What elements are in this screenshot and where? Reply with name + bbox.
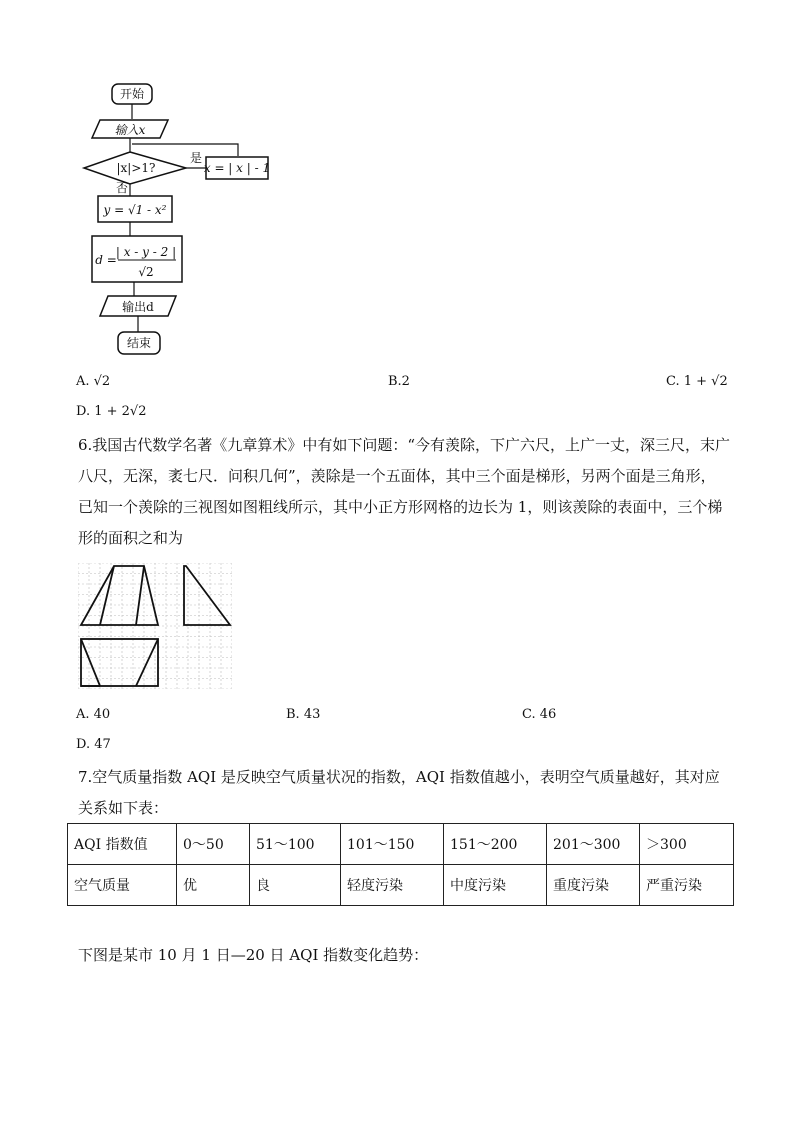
flow-d-denominator: √2 xyxy=(138,265,154,279)
flow-output-text: 输出d xyxy=(122,300,154,314)
flow-condition-text: |x|>1? xyxy=(116,161,156,175)
flow-end-text: 结束 xyxy=(126,336,152,350)
q7-chart-intro: 下图是某市 10 月 1 日—20 日 AQI 指数变化趋势： xyxy=(78,946,429,964)
table-cell: 0～50 xyxy=(177,824,250,865)
table-cell: 严重污染 xyxy=(640,865,734,906)
q6-question-text: 6.我国古代数学名著《九章算术》中有如下问题：“今有羡除，下广六尺，上广一丈，深三尺，末广八尺，无深，袤七尺．问积几何”，羡除是一个五面体，其中三个面是梯形，另两个面是三角形，已知一个羡除的三视图如图粗线所示，其中小正方形网格的边长为 1，则该羡除的表面中，三个梯形的面积之和为 xyxy=(78,436,730,547)
table-cell: 空气质量 xyxy=(68,865,177,906)
q6-option-c: C. 46 xyxy=(522,707,557,722)
table-cell: 101～150 xyxy=(341,824,444,865)
table-cell: AQI 指数值 xyxy=(68,824,177,865)
table-cell: 51～100 xyxy=(250,824,341,865)
table-cell: 中度污染 xyxy=(444,865,547,906)
q5-option-b: B.2 xyxy=(388,374,410,389)
flow-assign-text: x = | x | - 1 xyxy=(203,161,271,175)
q7-question-text: 7.空气质量指数 AQI 是反映空气质量状况的指数，AQI 指数值越小，表明空气质量越好，其对应关系如下表： xyxy=(78,768,720,817)
q6-option-d: D. 47 xyxy=(76,737,111,752)
table-cell: 良 xyxy=(250,865,341,906)
flow-input-text: 输入x xyxy=(114,123,146,137)
table-cell: 轻度污染 xyxy=(341,865,444,906)
table-cell: 201～300 xyxy=(547,824,640,865)
front-view xyxy=(81,566,158,625)
aqi-table xyxy=(67,823,734,906)
q5-option-c: C. 1 + √2 xyxy=(666,374,728,389)
table-cell: 优 xyxy=(177,865,250,906)
table-row xyxy=(68,865,734,906)
table-row xyxy=(68,824,734,865)
flow-y-text: y = √1 - x² xyxy=(103,203,167,217)
table-cell: 151～200 xyxy=(444,824,547,865)
q5-option-a: A. √2 xyxy=(76,374,111,389)
flow-d-numerator: | x - y - 2 | xyxy=(115,245,177,259)
side-view xyxy=(184,566,230,625)
q5-option-d: D. 1 + 2√2 xyxy=(76,404,147,419)
table-cell: 重度污染 xyxy=(547,865,640,906)
flow-no-label: 否 xyxy=(116,181,129,195)
three-view-grid-figure xyxy=(78,563,232,689)
table-cell: ＞300 xyxy=(640,824,734,865)
flowchart-figure xyxy=(78,80,278,360)
q6-option-b: B. 43 xyxy=(286,707,321,722)
flow-d-lhs: d = xyxy=(95,253,117,267)
flow-start-text: 开始 xyxy=(119,87,145,101)
flow-yes-label: 是 xyxy=(190,151,203,165)
q6-option-a: A. 40 xyxy=(76,707,111,722)
